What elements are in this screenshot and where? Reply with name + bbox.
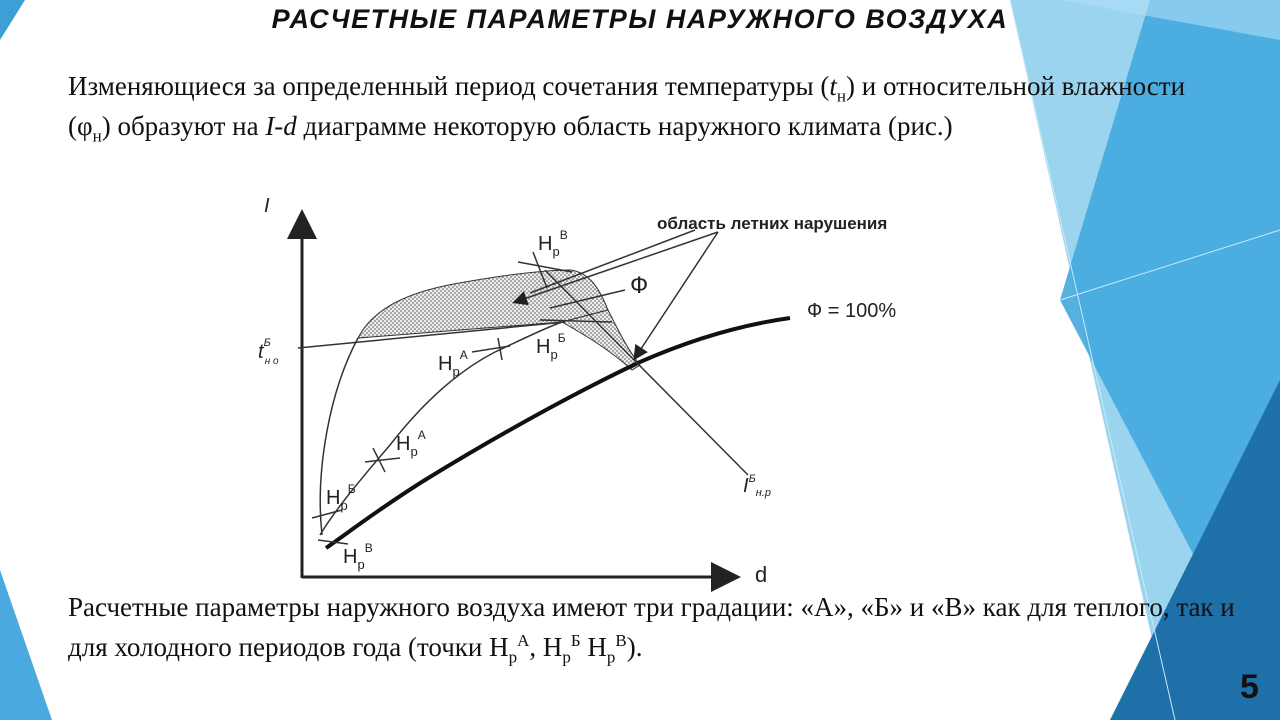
point-label-a-upper: $Н_р^А$ [438,348,468,379]
summer-zone-label: область летних нарушения [657,214,888,233]
slide-title: РАСЧЕТНЫЕ ПАРАМЕТРЫ НАРУЖНОГО ВОЗДУХА [271,4,1009,34]
intro-part4: диаграмме некоторую область наружного климата (рис.) [296,111,953,141]
tick-mark [472,346,510,352]
phi-subscript: н [92,126,102,146]
intro-part1: Изменяющиеся за определенный период сочетания температуры ( [68,71,830,101]
summary-end: ). [626,632,643,662]
summary-paragraph [68,587,1248,667]
point-label-b-top: $Н_р^В$ [538,228,568,259]
summary-text: Расчетные параметры наружного воздуха имеют три градации: «А», «Б» и «В» как для теплого, так и для холодного периодов года (точки [68,592,1235,662]
summer-zone-upper [358,270,608,338]
t-label: $t^Б$ н о [258,337,279,367]
tick-mark [365,458,400,462]
separator: , [529,632,543,662]
intro-part3: ) образуют на [101,111,266,141]
summer-zone-lower [562,310,640,370]
i-label: $I^Б_{н.р}$ [743,473,771,499]
point-label-b-lower: $Н_р^Б$ [326,482,356,513]
corner-triangle-bottom-left [0,570,52,720]
intro-part2: ) и относительной влажности ( [68,71,1186,141]
i-enthalpy-line [545,270,748,475]
phi-symbol: φ [77,111,93,141]
tick-mark [312,510,342,518]
id-diagram-name: I-d [265,111,297,141]
y-axis-label: I [264,195,270,217]
phi-pointer-line [530,230,695,293]
phi-100-label: Ф = 100% [807,300,897,322]
point-label-a-lower: $Н_р^А$ [396,428,426,459]
phi-label: Ф [630,272,649,299]
point-a: $Н_р^А$ [489,631,530,667]
point-label-v-lower: $Н_р^В$ [343,541,373,572]
point-label-b-mid: $Н_р^Б$ [536,331,566,362]
id-diagram [240,190,960,595]
point-v: $Н_р^В$ [587,631,627,667]
intro-paragraph [68,66,1208,146]
t-subscript: н [836,86,846,106]
t-symbol: t [829,71,837,101]
x-axis-label: d [755,562,768,587]
point-b: $Н_р^Б$ [542,631,581,667]
page-number: 5 [1240,668,1259,706]
